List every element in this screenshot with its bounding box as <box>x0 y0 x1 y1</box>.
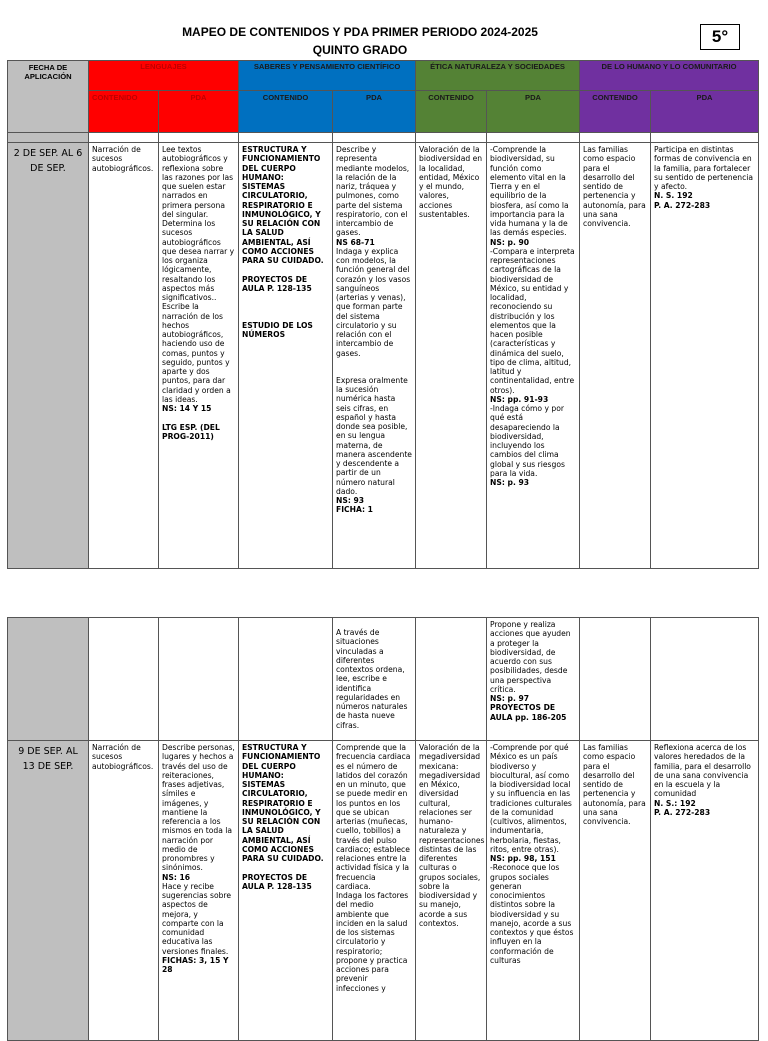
row-fecha: 2 DE SEP. AL 6 DE SEP. <box>8 143 89 569</box>
subheader-etica-contenido: CONTENIDO <box>416 91 487 133</box>
cell-empty <box>159 618 239 741</box>
cell-etica-pda-continuation: Propone y realiza acciones que ayuden a proteger la biodiversidad, de acuerdo con sus posibilidades, desde una perspectiva crítica. NS: p. 97 PROYECTOS DE AULA pp. 186-205 <box>487 618 580 741</box>
spacer-cell <box>487 133 580 143</box>
document-subtitle: QUINTO GRADO <box>312 43 408 57</box>
content-table-page-2 <box>7 617 759 1041</box>
cell-saberes-contenido: ESTRUCTURA Y FUNCIONAMIENTO DEL CUERPO HUMANO: SISTEMAS CIRCULATORIO, RESPIRATORIO E INMUNOLÓGICO, Y SU RELACIÓN CON LA SALUD AMBIENTAL, ASÍ COMO ACCIONES PARA SU CUIDADO. PROYECTOS DE AULA P. 128-135 ESTUDIO DE LOS NÚMEROS <box>239 143 333 569</box>
subheader-lenguajes-contenido: CONTENIDO <box>89 91 159 133</box>
cell-humano-contenido: Las familias como espacio para el desarrollo del sentido de pertenencia y autonomía, para una sana convivencia. <box>580 143 651 569</box>
header-etica: ÉTICA NATURALEZA Y SOCIEDADES <box>416 61 580 91</box>
header-humano: DE LO HUMANO Y LO COMUNITARIO <box>580 61 759 91</box>
spacer-cell <box>416 133 487 143</box>
cell-empty <box>651 618 759 741</box>
subheader-humano-contenido: CONTENIDO <box>580 91 651 133</box>
spacer-cell <box>333 133 416 143</box>
spacer-cell <box>159 133 239 143</box>
cell-humano-pda: Participa en distintas formas de convivencia en la familia, para fortalecer su sentido de pertenencia y afecto. N. S. 192 P. A. 272-283 <box>651 143 759 569</box>
spacer-cell <box>89 133 159 143</box>
header-saberes: SABERES Y PENSAMIENTO CIENTÍFICO <box>239 61 416 91</box>
cell-saberes-pda-continuation: A través de situaciones vinculadas a diferentes contextos ordena, lee, escribe e identifica regularidades en números naturales de hasta nueve cifras. <box>333 618 416 741</box>
header-fecha: FECHA DE APLICACIÓN <box>8 61 89 133</box>
header-lenguajes: LENGUAJES <box>89 61 239 91</box>
cell-lenguajes-pda: Describe personas, lugares y hechos a través del uso de reiteraciones, frases adjetivas, símiles e imágenes, y mantiene la referencia a los mismos en toda la narración por medio de pronombres y sinónimos. NS: 16 Hace y recibe sugerencias sobre aspectos de mejora, y comparte con la comunidad educativa las versiones finales. FICHAS: 3, 15 Y 28 <box>159 741 239 1041</box>
document-title: MAPEO DE CONTENIDOS Y PDA PRIMER PERIODO 2024-2025 <box>182 25 538 39</box>
subheader-saberes-contenido: CONTENIDO <box>239 91 333 133</box>
subheader-lenguajes-pda: PDA <box>159 91 239 133</box>
cell-humano-contenido: Las familias como espacio para el desarrollo del sentido de pertenencia y autonomía, para una sana convivencia. <box>580 741 651 1041</box>
row-fecha: 9 DE SEP. AL 13 DE SEP. <box>8 741 89 1041</box>
cell-etica-contenido: Valoración de la megadiversidad mexicana: megadiversidad en México, diversidad cultural, relaciones ser humano-naturaleza y representaciones distintas de las diferentes culturas o grupos sociales, sobre la biodiversidad y su manejo, acorde a sus contextos. <box>416 741 487 1041</box>
cell-lenguajes-pda: Lee textos autobiográficos y reflexiona sobre las razones por las que suelen estar narrados en primera persona del singular. Determina los sucesos autobiográficos que desea narrar y los organiza lógicamente, resaltando los aspectos más significativos.. Escribe la narración de los hechos autobiográficos, haciendo uso de comas, puntos y seguido, puntos y aparte y dos puntos, para dar claridad y orden a las ideas. NS: 14 Y 15 LTG ESP. (DEL PROG-2011) <box>159 143 239 569</box>
spacer-cell <box>239 133 333 143</box>
spacer-cell <box>580 133 651 143</box>
subheader-saberes-pda: PDA <box>333 91 416 133</box>
cell-etica-contenido: Valoración de la biodiversidad en la localidad, entidad, México y el mundo, valores, acciones sustentables. <box>416 143 487 569</box>
content-table-page-1 <box>7 60 759 569</box>
cell-saberes-pda: Describe y representa mediante modelos, la relación de la nariz, tráquea y pulmones, como parte del sistema respiratorio, con el intercambio de gases. NS 68-71 Indaga y explica con modelos, la función general del corazón y los vasos sanguíneos (arterias y venas), que forman parte del sistema circulatorio y su relación con el intercambio de gases. Expresa oralmente la sucesión numérica hasta seis cifras, en español y hasta donde sea posible, en su lengua materna, de manera ascendente y descendente a partir de un número natural dado. NS: 93 FICHA: 1 <box>333 143 416 569</box>
cell-saberes-contenido: ESTRUCTURA Y FUNCIONAMIENTO DEL CUERPO HUMANO: SISTEMAS CIRCULATORIO, RESPIRATORIO E INMUNOLÓGICO, Y SU RELACIÓN CON LA SALUD AMBIENTAL, ASÍ COMO ACCIONES PARA SU CUIDADO. PROYECTOS DE AULA P. 128-135 <box>239 741 333 1041</box>
spacer-fecha <box>8 133 89 143</box>
cell-etica-pda: -Comprende la biodiversidad, su función como elemento vital en la Tierra y en el equilibrio de la biosfera, así como la importancia para la vida humana y la de las demás especies. NS: p. 90 -Compara e interpreta representaciones cartográficas de la biodiversidad de México, su entidad y localidad, reconociendo su distribución y los elementos que la hacen posible (características y dinámica del suelo, tipo de clima, altitud, latitud y continentalidad, entre otros). NS: pp. 91-93 -Indaga cómo y por qué está desapareciendo la biodiversidad, incluyendo los cambios del clima global y sus riesgos para la vida. NS: p. 93 <box>487 143 580 569</box>
row-fecha-empty <box>8 618 89 741</box>
cell-empty <box>416 618 487 741</box>
grade-box: 5° <box>700 24 740 50</box>
spacer-cell <box>651 133 759 143</box>
cell-empty <box>580 618 651 741</box>
cell-lenguajes-contenido: Narración de sucesos autobiográficos. <box>89 143 159 569</box>
cell-etica-pda: -Comprende por qué México es un país biodiverso y biocultural, así como la biodiversidad local y su influencia en las tradiciones culturales de la comunidad (cultivos, alimentos, indumentaria, herbolaria, fiestas, ritos, entre otras). NS: pp. 98, 151 -Reconoce que los grupos sociales generan conocimientos distintos sobre la biodiversidad y su manejo, acorde a sus contextos y que éstos influyen en la conformación de culturas <box>487 741 580 1041</box>
cell-empty <box>239 618 333 741</box>
cell-saberes-pda: Comprende que la frecuencia cardiaca es el número de latidos del corazón en un minuto, que se puede medir en los puntos en los que se ubican arterias (muñecas, cuello, tobillos) a través del pulso cardiaco; establece relaciones entre la actividad física y la frecuencia cardiaca. Indaga los factores del medio ambiente que inciden en la salud de los sistemas circulatorio y respiratorio; propone y practica acciones para prevenir infecciones y <box>333 741 416 1041</box>
subheader-humano-pda: PDA <box>651 91 759 133</box>
cell-lenguajes-contenido: Narración de sucesos autobiográficos. <box>89 741 159 1041</box>
cell-empty <box>89 618 159 741</box>
cell-humano-pda: Reflexiona acerca de los valores heredados de la familia, para el desarrollo de una sana convivencia en la escuela y la comunidad N. S.: 192 P. A. 272-283 <box>651 741 759 1041</box>
subheader-etica-pda: PDA <box>487 91 580 133</box>
